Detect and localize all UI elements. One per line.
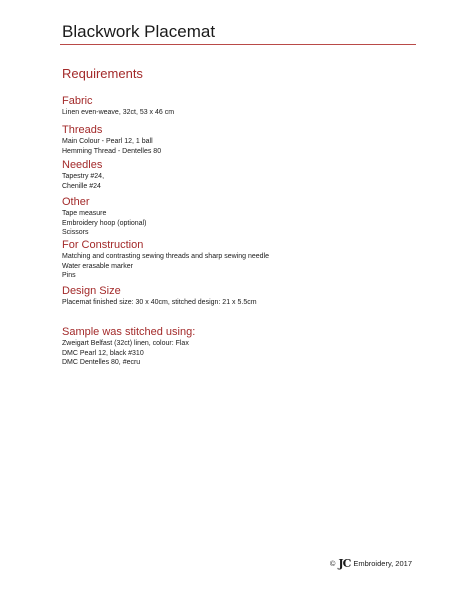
section-heading: For Construction — [62, 239, 144, 251]
section-threads — [62, 124, 161, 156]
section-line: DMC Pearl 12, black #310 — [62, 349, 144, 357]
footer — [330, 557, 412, 570]
title-divider — [60, 44, 416, 45]
copyright-symbol: © — [329, 559, 336, 568]
section-needles — [62, 159, 104, 191]
section-construction — [62, 239, 269, 281]
footer-text: Embroidery, 2017 — [353, 559, 412, 568]
section-heading: Needles — [62, 159, 103, 171]
section-design-size — [62, 285, 257, 308]
section-line: Embroidery hoop (optional) — [62, 219, 147, 227]
requirements-heading: Requirements — [62, 66, 143, 81]
section-line: Zweigart Belfast (32ct) linen, colour: Flax — [62, 340, 189, 347]
section-line: Scissors — [62, 229, 89, 237]
section-line: Placemat finished size: 30 x 40cm, stitched design: 21 x 5.5cm — [62, 299, 257, 306]
page-title: Blackwork Placemat — [62, 22, 216, 41]
section-line: Water erasable marker — [62, 262, 133, 270]
section-line: Tape measure — [62, 210, 107, 217]
section-line: Matching and contrasting sewing threads and sharp sewing needle — [62, 253, 270, 260]
section-heading: Sample was stitched using: — [62, 326, 196, 338]
section-heading: Threads — [62, 124, 103, 136]
section-line: Linen even-weave, 32ct, 53 x 46 cm — [62, 109, 175, 116]
section-line: DMC Dentelles 80, #ecru — [62, 359, 141, 367]
section-sample — [62, 326, 195, 368]
section-heading: Fabric — [62, 95, 93, 107]
section-line: Chenille #24 — [62, 182, 101, 190]
section-other — [62, 196, 146, 238]
jc-logo: JC — [338, 557, 351, 570]
section-line: Tapestry #24, — [62, 173, 105, 180]
section-heading: Design Size — [62, 285, 121, 297]
section-line: Main Colour - Pearl 12, 1 ball — [62, 138, 153, 145]
section-heading: Other — [62, 196, 90, 208]
section-fabric — [62, 95, 174, 118]
section-line: Pins — [62, 272, 76, 280]
section-line: Hemming Thread - Dentelles 80 — [62, 147, 162, 155]
